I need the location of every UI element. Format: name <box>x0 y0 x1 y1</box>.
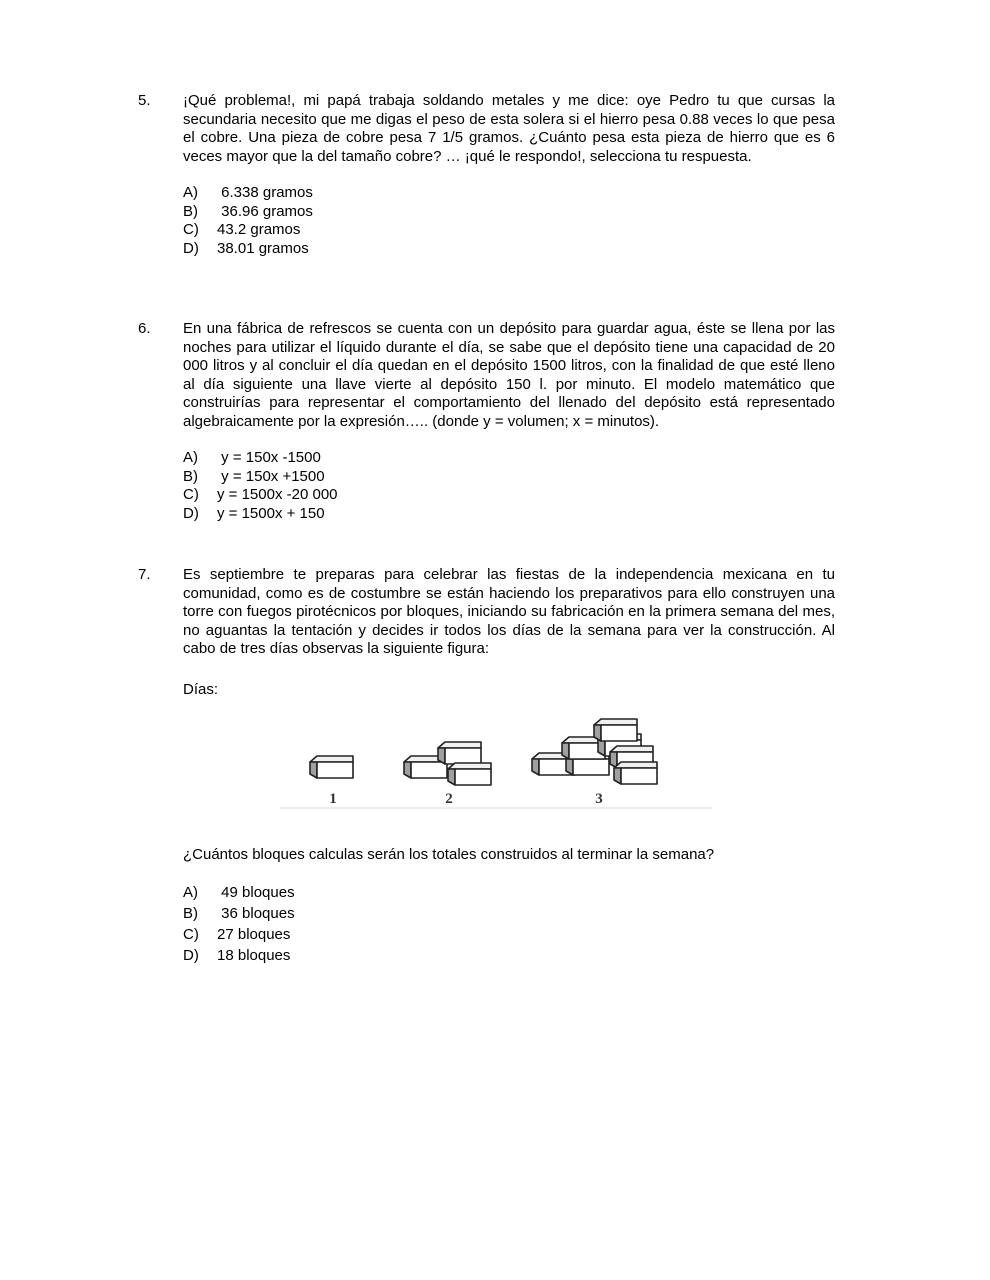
option-b[interactable]: B) 36.96 gramos <box>183 202 313 220</box>
option-a[interactable]: A) 49 bloques <box>183 884 295 901</box>
question-7 <box>138 566 835 659</box>
question-7-prompt: ¿Cuántos bloques calculas serán los totales construidos al terminar la semana? <box>183 846 715 863</box>
figure-label-day-2: 2 <box>445 791 453 807</box>
blocks-figure <box>280 712 712 812</box>
option-d[interactable]: D) 18 bloques <box>183 947 291 964</box>
option-b[interactable]: B) y = 150x +1500 <box>183 467 325 485</box>
question-text: En una fábrica de refrescos se cuenta con un depósito para guardar agua, éste se llena por las noches para utilizar el líquido durante el día, se sabe que el depósito tiene una capacidad de 20 000 litros y al concluir el día quedan en el depósito 1500 litros, con la finalidad de que esté lleno al día siguiente una llave vierte al depósito 150 l. por minuto. El modelo matemático que construirías para representar el comportamiento del llenado del depósito está representado algebraicamente por la expresión….. (donde y = volumen; x = minutos). <box>183 320 835 430</box>
answer-options <box>183 449 835 523</box>
option-d[interactable]: D) y = 1500x + 150 <box>183 504 325 522</box>
figure-label-day-1: 1 <box>329 791 337 807</box>
answer-options-7 <box>183 882 295 966</box>
question-number: 7. <box>138 566 151 583</box>
figure-label-day-3: 3 <box>595 791 603 807</box>
question-number: 6. <box>138 320 151 337</box>
option-c[interactable]: C) y = 1500x -20 000 <box>183 486 338 503</box>
option-a[interactable]: A) y = 150x -1500 <box>183 449 321 466</box>
block <box>594 719 637 741</box>
question-number: 5. <box>138 92 151 109</box>
block <box>614 762 657 784</box>
question-text: ¡Qué problema!, mi papá trabaja soldando metales y me dice: oye Pedro tu que cursas la secundaria necesito que me digas el peso de esta solera si el hierro pesa 0.88 veces lo que pesa el cobre. Una pieza de cobre pesa 7 1/5 gramos. ¿Cuánto pesa esta pieza de hierro que es 6 veces mayor que la del tamaño cobre? … ¡qué le respondo!, selecciona tu respuesta. <box>183 92 835 165</box>
option-c[interactable]: C) 27 bloques <box>183 926 291 943</box>
block <box>310 756 353 778</box>
block <box>438 742 481 764</box>
option-b[interactable]: B) 36 bloques <box>183 905 295 922</box>
days-label: Días: <box>183 681 219 698</box>
question-6 <box>138 320 835 523</box>
block <box>448 763 491 785</box>
question-text: Es septiembre te preparas para celebrar las fiestas de la independencia mexicana en tu comunidad, como es de costumbre se están haciendo los preparativos para ello construyen una torre con fuegos pirotécnicos por bloques, iniciando su fabricación en la primera semana del mes, no aguantas la tentación y decides ir todos los días de la semana para ver la construcción. Al cabo de tres días observas la siguiente figura: <box>183 566 835 657</box>
option-c[interactable]: C) 43.2 gramos <box>183 221 301 238</box>
option-d[interactable]: D) 38.01 gramos <box>183 239 309 257</box>
question-5 <box>138 92 835 258</box>
option-a[interactable]: A) 6.338 gramos <box>183 184 313 201</box>
answer-options <box>183 184 835 258</box>
